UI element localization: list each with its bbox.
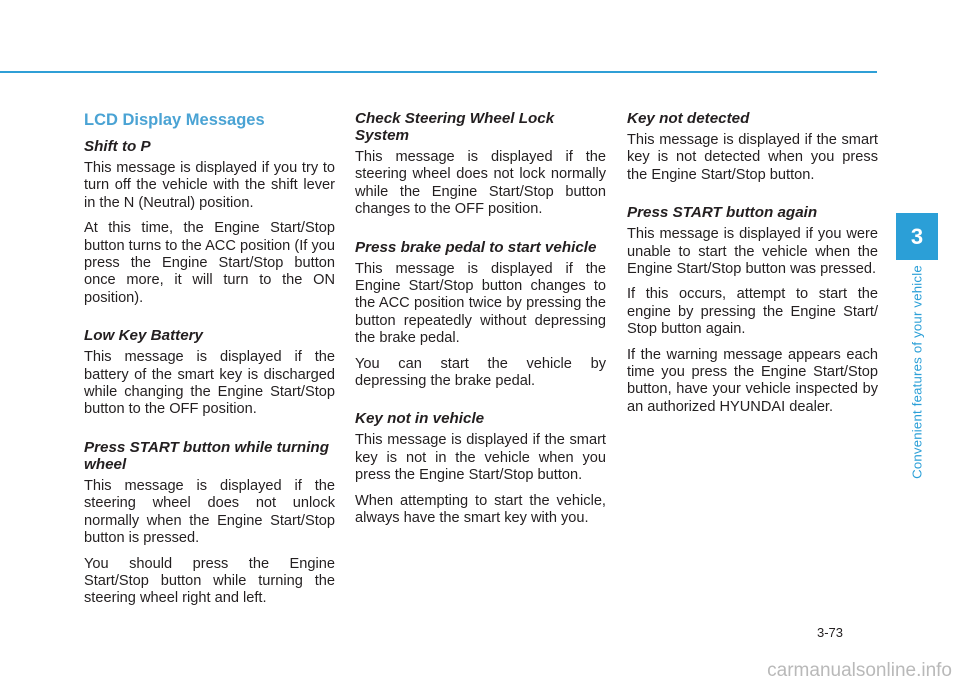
- paragraph: This message is displayed if the battery of the smart key is discharged while changing the Engine Start/Stop button to the OFF position.: [84, 349, 335, 418]
- paragraph: When attempting to start the vehicle, always have the smart key with you.: [355, 492, 606, 527]
- heading-press-start-again: Press START button again: [627, 204, 818, 222]
- paragraph: This message is displayed if the smart key is not in the vehicle when you press the Engine Start/Stop button.: [355, 432, 606, 484]
- paragraph: This message is displayed if the Engine Start/Stop button changes to the ACC position twice by pressing the button repeatedly without depressing the brake pedal.: [355, 260, 606, 347]
- paragraph: You should press the Engine Start/Stop button while turning the steering wheel right and left.: [84, 555, 335, 607]
- heading-press-start-turning-wheel: Press START button while turning wheel: [84, 438, 329, 473]
- chapter-title: Convenient features of your vehicle: [909, 265, 925, 479]
- paragraph: This message is displayed if you try to turn off the vehicle with the shift lever in the N (Neutral) position.: [84, 160, 335, 211]
- heading-key-not-in-vehicle: Key not in vehicle: [355, 410, 485, 428]
- heading-key-not-detected: Key not detected: [627, 110, 750, 127]
- paragraph: This message is displayed if the smart key is not detected when you press the Engine Start/Stop button.: [627, 132, 878, 183]
- paragraph: This message is displayed if you were unable to start the vehicle when the Engine Start/Stop button was pressed.: [627, 226, 878, 278]
- paragraph: This message is displayed if the steering wheel does not unlock normally when the Engine Start/Stop button is pressed.: [84, 477, 335, 547]
- paragraph: This message is displayed if the steering wheel does not lock normally while the Engine Start/Stop button changes to the OFF position.: [355, 149, 606, 218]
- heading-shift-to-p: Shift to P: [84, 138, 151, 155]
- paragraph: You can start the vehicle by depressing the brake pedal.: [355, 355, 606, 390]
- paragraph: If the warning message appears each time you press the Engine Start/Stop button, have your vehicle inspected by an authorized HYUNDAI dealer.: [627, 346, 878, 415]
- section-title: LCD Display Messages: [84, 111, 265, 129]
- chapter-number-tab: 3: [896, 213, 938, 260]
- paragraph: At this time, the Engine Start/Stop button turns to the ACC position (If you press the Engine Start/Stop button once more, it will turn to the ON position).: [84, 220, 335, 306]
- heading-check-steering-wheel-lock: Check Steering Wheel Lock System: [355, 110, 555, 144]
- column-2: [355, 110, 606, 536]
- heading-low-key-battery: Low Key Battery: [84, 327, 204, 345]
- column-3: [627, 110, 878, 424]
- header-rule: [0, 71, 877, 73]
- watermark: carmanualsonline.info: [767, 660, 952, 681]
- page-number: 3-73: [817, 625, 844, 640]
- column-1: [84, 110, 335, 616]
- paragraph: If this occurs, attempt to start the engine by pressing the Engine Start/ Stop button again.: [627, 286, 878, 338]
- heading-press-brake-pedal: Press brake pedal to start vehicle: [355, 238, 597, 256]
